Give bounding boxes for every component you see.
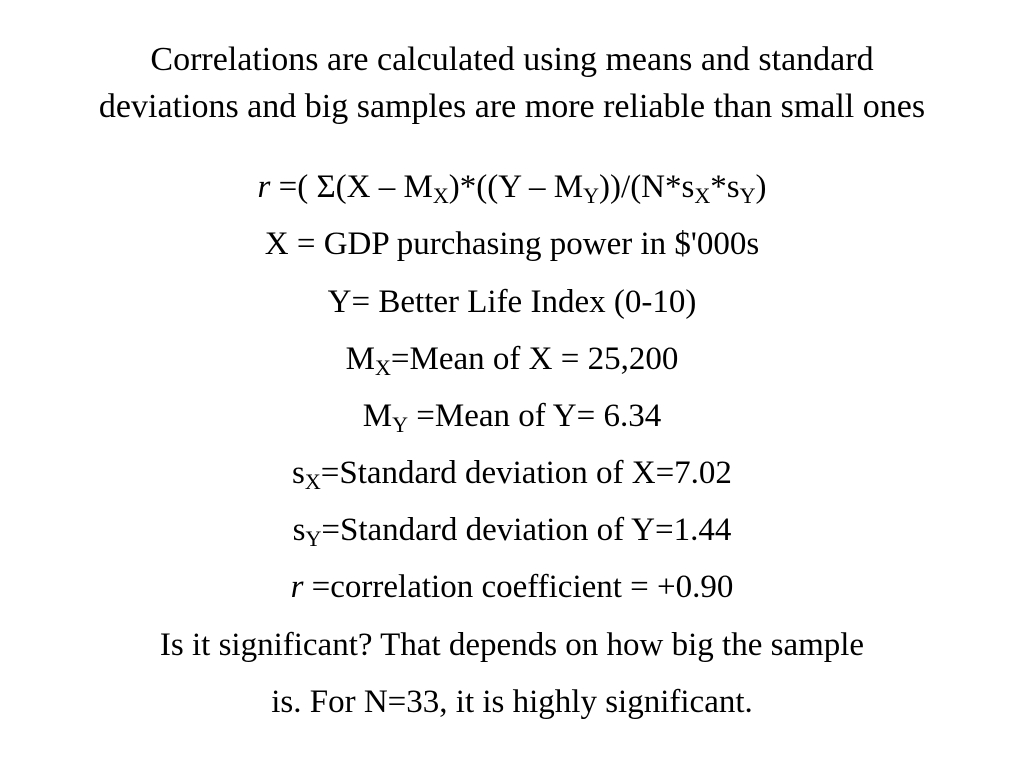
x-definition: X = GDP purchasing power in $'000s [264,226,760,262]
formula-part-5: ) [755,169,767,205]
mean-x-line [0,339,1024,379]
sd-x-line [0,453,1024,493]
formula-sub-2: Y [583,183,600,208]
formula-part-3: ))/(N*s [599,169,695,205]
mean-y-line [0,396,1024,436]
mean-y-sub: Y [392,412,408,437]
significance-line-1: Is it significant? That depends on how big the sample [159,627,865,663]
sd-y-sub: Y [305,526,322,551]
sd-x-text: =Standard deviation of X=7.02 [320,455,732,491]
mean-x-sub: X [375,355,391,380]
formula-sub-4: Y [739,183,756,208]
sd-x-sub: X [304,469,321,494]
coefficient-r: r [290,569,304,605]
correlation-coefficient-line [0,567,1024,607]
sd-x-symbol: s [292,455,305,491]
sd-y-symbol: s [292,512,306,548]
title-line-2: deviations and big samples are more reliable than small ones [98,88,926,125]
mean-x-symbol: M [345,341,375,377]
mean-x-text: =Mean of X = 25,200 [390,341,679,377]
formula-part-1: =( Σ(X – M [270,169,433,205]
slide-title [0,36,1024,130]
mean-y-text: =Mean of Y= 6.34 [408,398,662,434]
correlation-formula [0,167,1024,207]
coefficient-text: =correlation coefficient = +0.90 [303,569,734,605]
formula-part-4: *s [710,169,740,205]
formula-r: r [257,169,271,205]
formula-part-2: )*((Y – M [448,169,584,205]
formula-sub-3: X [694,183,711,208]
title-line-1: Correlations are calculated using means and standard [150,41,874,78]
sd-y-line [0,510,1024,550]
formula-sub-1: X [432,183,449,208]
y-definition: Y= Better Life Index (0-10) [327,284,697,320]
mean-y-symbol: M [362,398,393,434]
sd-y-text: =Standard deviation of Y=1.44 [321,512,732,548]
significance-line-2: is. For N=33, it is highly significant. [271,684,753,720]
